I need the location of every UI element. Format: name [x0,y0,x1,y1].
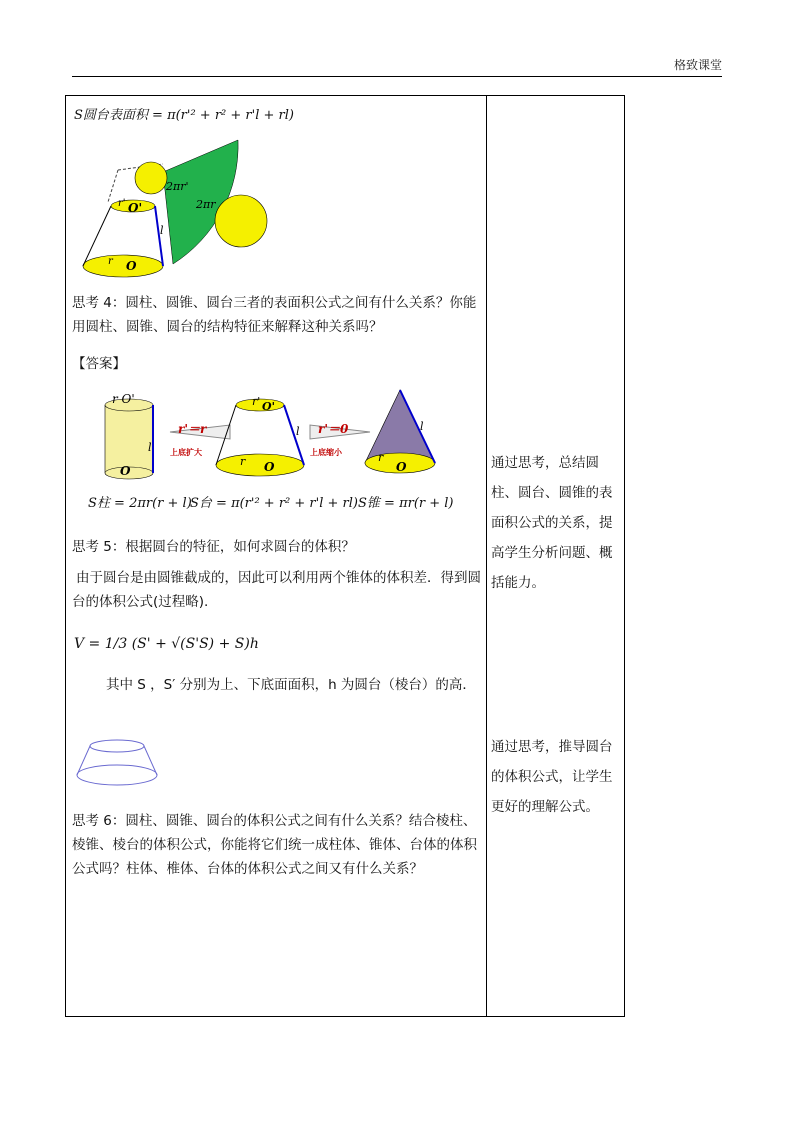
svg-text:O: O [126,259,137,273]
solids-relation-diagram [90,385,450,485]
svg-text:r: r [240,455,246,468]
svg-text:l: l [296,425,300,438]
table-column-divider [486,95,487,1017]
svg-text:O: O [120,464,131,478]
svg-text:O': O' [262,400,275,413]
svg-text:2πr: 2πr [196,198,216,211]
think5-explain: 由于圆台是由圆锥截成的，因此可以利用两个锥体的体积差．得到圆台的体积公式(过程略). [72,570,481,610]
svg-text:O: O [396,460,407,474]
svg-text:r O': r O' [112,392,135,406]
volume-formula: V = 1/3 (S' + √(S'S) + S)h [74,636,259,652]
svg-text:2πr': 2πr' [166,180,189,193]
frustum-surface-formula: S圆台表面积 = π(r'² + r² + r'l + rl) [74,108,294,123]
arrow-right-caption: 上底缩小 [310,448,342,457]
frustum-formula-2: S台 = π(r'² + r² + r'l + rl) [190,496,358,511]
svg-text:r': r' [252,395,261,408]
svg-text:r': r' [118,198,126,209]
page-header: 格致课堂 [673,58,722,72]
svg-text:r: r [378,451,384,464]
header-divider [72,76,722,77]
frustum-sketch [74,735,164,790]
answer-label: 【答案】 [72,356,126,372]
cone-surface-formula: S锥 = πr(r + l) [358,496,454,511]
think5-text: 思考 5：根据圆台的特征，如何求圆台的体积？ [72,539,355,555]
arrow-left-caption: 上底扩大 [170,448,202,457]
frustum-unfold-diagram [78,138,278,278]
svg-text:r: r [108,256,113,267]
side-note-1: 通过思考，总结圆柱、圆台、圆锥的表面积公式的关系，提高学生分析问题、概括能力。 [491,455,613,591]
side-note-2: 通过思考，推导圆台的体积公式，让学生更好的理解公式。 [491,739,613,815]
arrow-left-label: r'＝r [178,422,207,436]
svg-text:l: l [148,441,152,454]
volume-note: 其中 S ，S′ 分别为上、下底面面积，h 为圆台（棱台）的高． [106,677,476,693]
think6-text: 思考 6：圆柱、圆锥、圆台的体积公式之间有什么关系？结合棱柱、棱锥、棱台的体积公式，你能将它们统一成柱体、锥体、台体的体积公式吗？柱体、椎体、台体的体积公式之间又有什么关系？ [72,813,477,877]
think4-text: 思考 4：圆柱、圆锥、圆台三者的表面积公式之间有什么关系？你能用圆柱、圆锥、圆台的结构特征来解释这种关系吗？ [72,295,477,335]
svg-text:l: l [160,224,164,237]
cylinder-surface-formula: S柱 = 2πr(r + l) [88,496,192,511]
svg-text:O': O' [128,201,143,215]
arrow-right-label: r'＝0 [318,422,349,436]
svg-text:O: O [264,460,275,474]
svg-text:l: l [420,420,424,433]
